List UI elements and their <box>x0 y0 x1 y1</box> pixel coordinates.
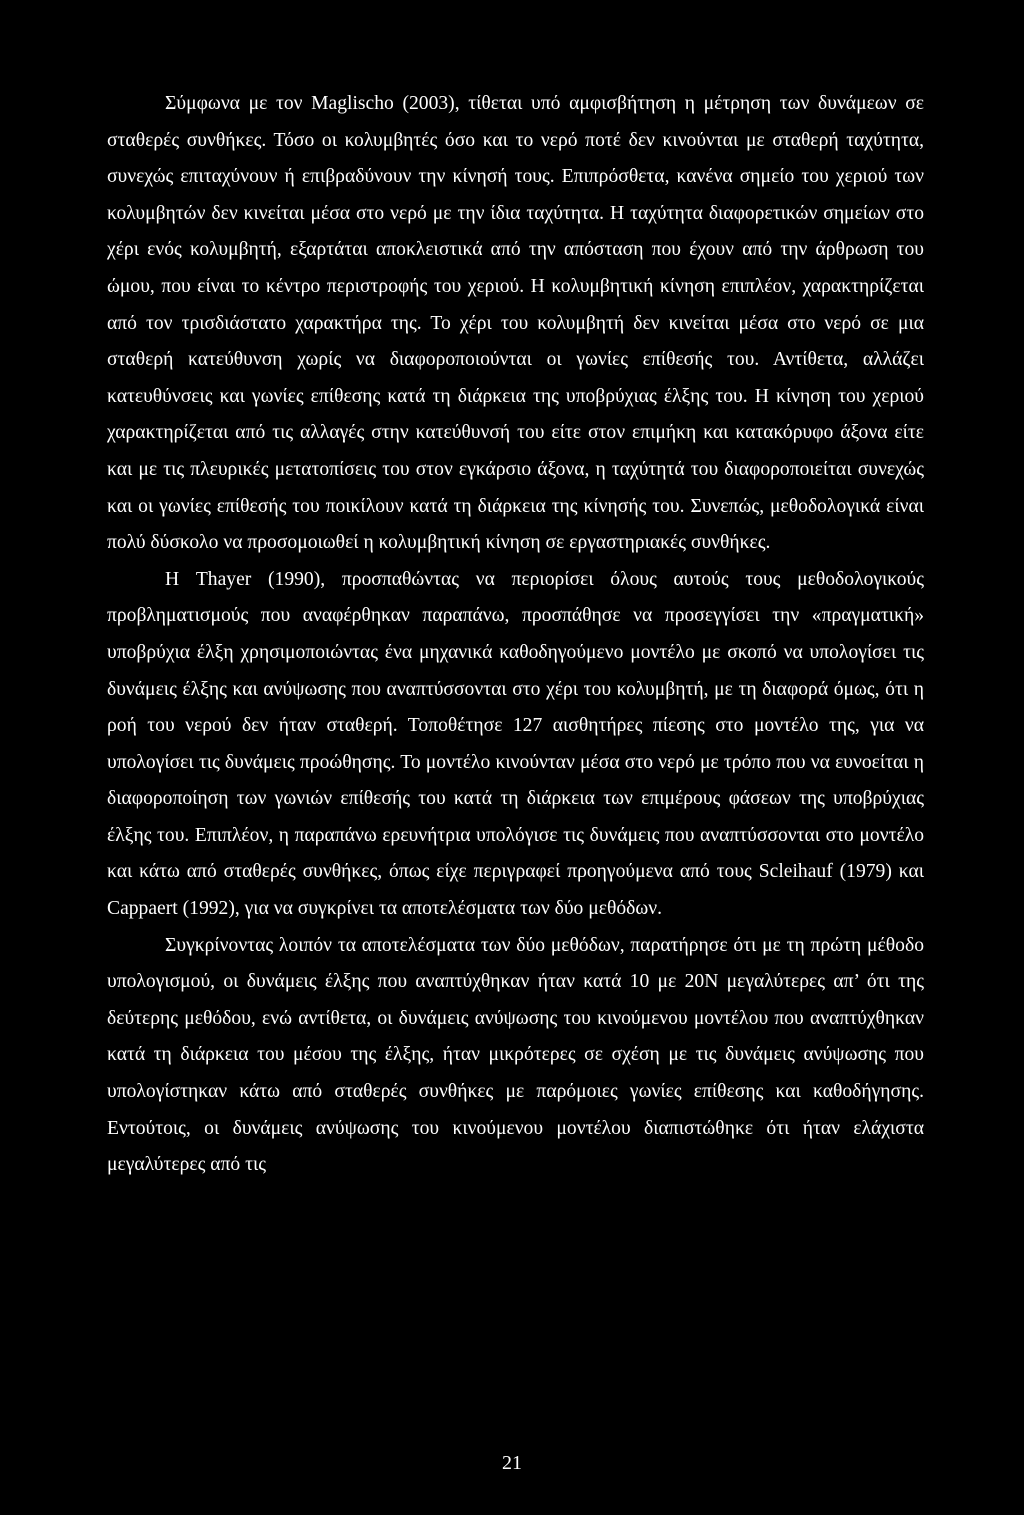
paragraph-1: Σύμφωνα με τον Maglischo (2003), τίθεται υπό αμφισβήτηση η μέτρηση των δυνάμεων σε σταθερές συνθήκες. Τόσο οι κολυμβητές όσο και το νερό ποτέ δεν κινούνται με σταθερή ταχύτητα, συνεχώς επιταχύνουν ή επιβραδύνουν την κίνησή τους. Επιπρόσθετα, κανένα σημείο του χεριού των κολυμβητών δεν κινείται μέσα στο νερό με την ίδια ταχύτητα. Η ταχύτητα διαφορετικών σημείων στο χέρι ενός κολυμβητή, εξαρτάται αποκλειστικά από την απόσταση που έχουν από την άρθρωση του ώμου, που είναι το κέντρο περιστροφής του χεριού. Η κολυμβητική κίνηση επιπλέον, χαρακτηρίζεται από τον τρισδιάστατο χαρακτήρα της. Το χέρι του κολυμβητή δεν κινείται μέσα στο νερό σε μια σταθερή κατεύθυνση χωρίς να διαφοροποιούνται οι γωνίες επίθεσής του. Αντίθετα, αλλάζει κατευθύνσεις και γωνίες επίθεσης κατά τη διάρκεια της υποβρύχιας έλξης του. Η κίνηση του χεριού χαρακτηρίζεται από τις αλλαγές στην κατεύθυνσή του είτε στον επιμήκη και κατακόρυφο άξονα είτε και με τις πλευρικές μετατοπίσεις του στον εγκάρσιο άξονα, η ταχύτητά του διαφοροποιείται συνεχώς και οι γωνίες επίθεσής του ποικίλουν κατά τη διάρκεια της κίνησής του. Συνεπώς, μεθοδολογικά είναι πολύ δύσκολο να προσομοιωθεί η κολυμβητική κίνηση σε εργαστηριακές συνθήκες. <box>107 93 924 554</box>
page-number: 21 <box>502 1452 522 1474</box>
paragraph-2: Η Thayer (1990), προσπαθώντας να περιορίσει όλους αυτούς τους μεθοδολογικούς προβληματισμούς που αναφέρθηκαν παραπάνω, προσπάθησε να προσεγγίσει την «πραγματική» υποβρύχια έλξη χρησιμοποιώντας ένα μηχανικά καθοδηγούμενο μοντέλο με σκοπό να υπολογίσει τις δυνάμεις έλξης και ανύψωσης που αναπτύσσονται στο χέρι του κολυμβητή, με τη διαφορά όμως, ότι η ροή του νερού δεν ήταν σταθερή. Τοποθέτησε 127 αισθητήρες πίεσης στο μοντέλο της, για να υπολογίσει τις δυνάμεις προώθησης. Το μοντέλο κινούνταν μέσα στο νερό με τρόπο που να ευνοείται η διαφοροποίηση των γωνιών επίθεσής του κατά τη διάρκεια των επιμέρους φάσεων της υποβρύχιας έλξης του. Επιπλέον, η παραπάνω ερευνήτρια υπολόγισε τις δυνάμεις που αναπτύσσονται στο μοντέλο και κάτω από σταθερές συνθήκες, όπως είχε περιγραφεί προηγούμενα από τους Scleihauf (1979) και Cappaert (1992), για να συγκρίνει τα αποτελέσματα των δύο μεθόδων. <box>107 568 924 920</box>
document-page <box>107 86 924 1184</box>
paragraph-3: Συγκρίνοντας λοιπόν τα αποτελέσματα των δύο μεθόδων, παρατήρησε ότι με τη πρώτη μέθοδο υπολογισμού, οι δυνάμεις έλξης που αναπτύχθηκαν ήταν κατά 10 με 20Ν μεγαλύτερες απ’ ότι της δεύτερης μεθόδου, ενώ αντίθετα, οι δυνάμεις ανύψωσης του κινούμενου μοντέλου που αναπτύχθηκαν κατά τη διάρκεια του μέσου της έλξης, ήταν μικρότερες σε σχέση με τις δυνάμεις ανύψωσης που υπολογίστηκαν κάτω από σταθερές συνθήκες με παρόμοιες γωνίες επίθεσης και καθοδήγησης. Εντούτοις, οι δυνάμεις ανύψωσης του κινούμενου μοντέλου διαπιστώθηκε ότι ήταν ελάχιστα μεγαλύτερες από τις <box>107 934 924 1176</box>
